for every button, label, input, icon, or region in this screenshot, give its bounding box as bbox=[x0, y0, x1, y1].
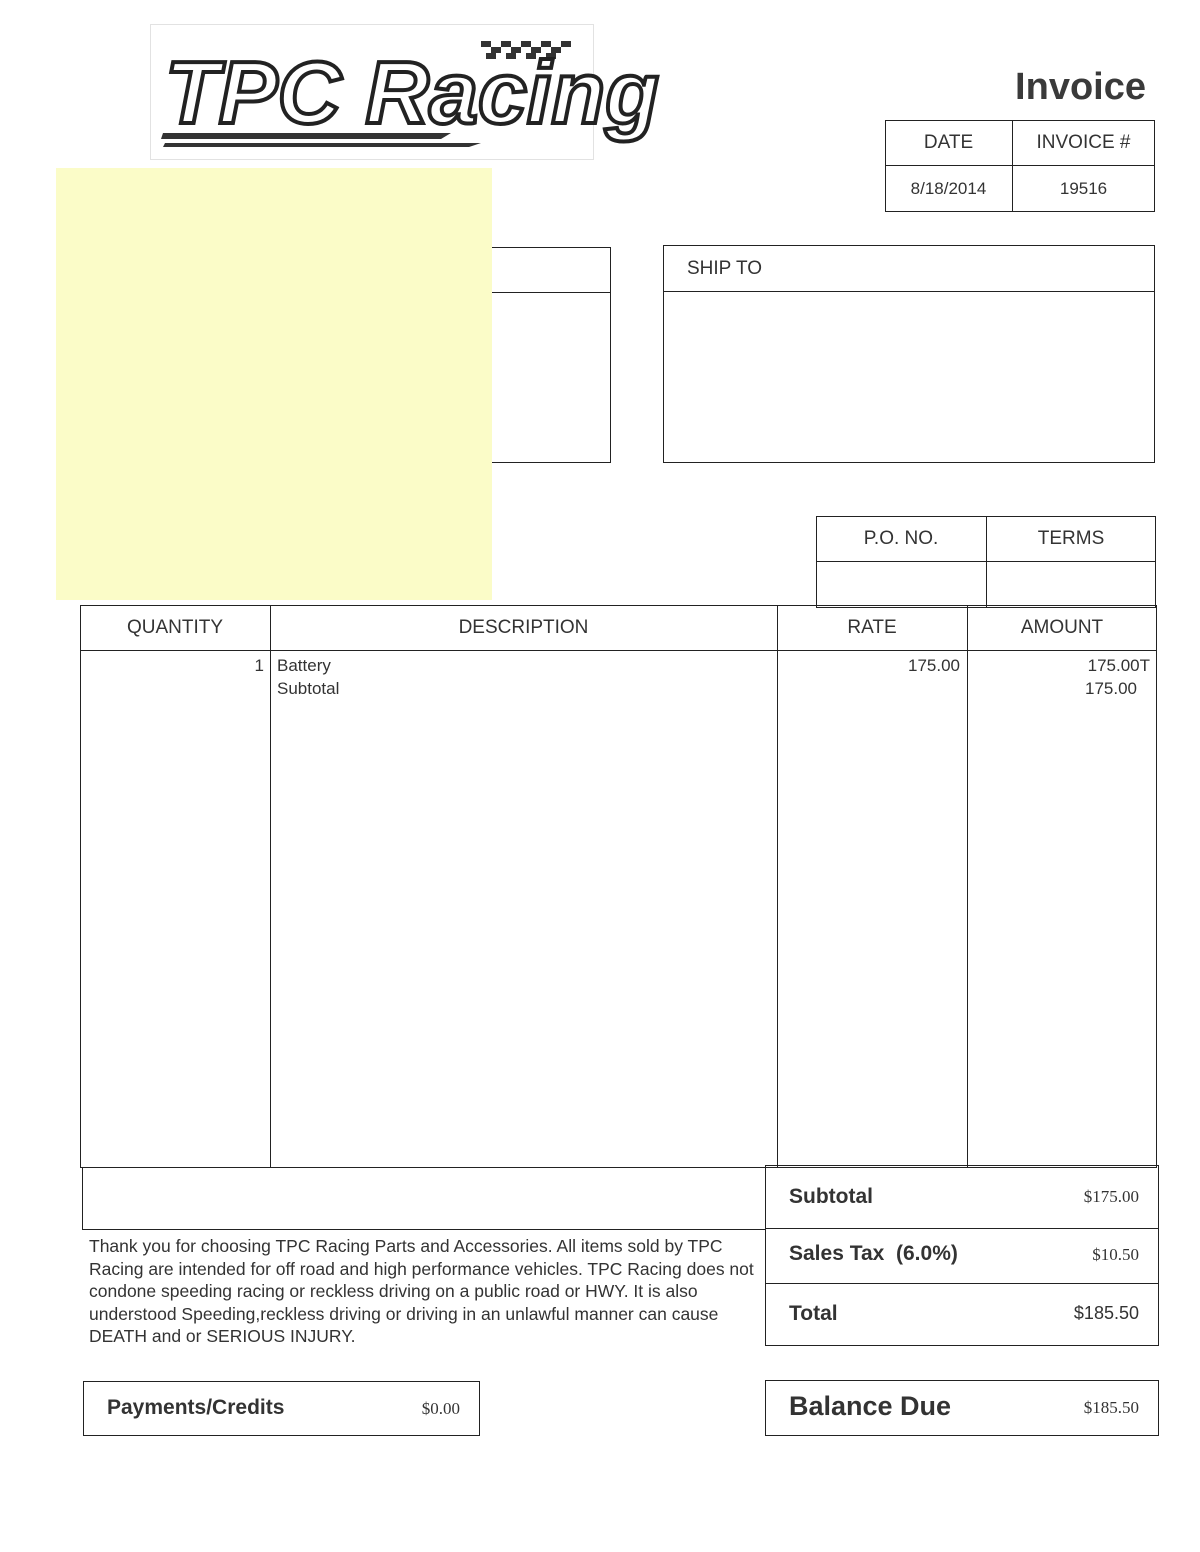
invoice-number-label: INVOICE # bbox=[1036, 132, 1131, 153]
balance-due-label: Balance Due bbox=[789, 1391, 952, 1421]
company-logo bbox=[150, 24, 659, 160]
ship-to-label: SHIP TO bbox=[687, 258, 762, 279]
terms-value bbox=[986, 562, 1156, 606]
logo-graphic bbox=[151, 25, 659, 159]
column-header-amount: AMOUNT bbox=[1020, 617, 1104, 638]
column-header-rate: RATE bbox=[847, 617, 897, 638]
row-1-quantity: 1 bbox=[254, 656, 264, 675]
notes-box bbox=[82, 1167, 766, 1230]
document-title: Invoice bbox=[1015, 66, 1146, 108]
column-header-quantity: QUANTITY bbox=[126, 617, 224, 638]
invoice-number: 19516 bbox=[1059, 179, 1108, 198]
sales-tax-label: Sales Tax (6.0%) bbox=[789, 1242, 958, 1265]
row-1-rate: 175.00 bbox=[908, 656, 960, 675]
logo-tpc-text: TPC Racing bbox=[165, 43, 659, 142]
po-number-value bbox=[816, 562, 986, 606]
row-1-description: Battery bbox=[277, 656, 331, 675]
total-value: $185.50 bbox=[1073, 1303, 1139, 1323]
invoice-date: 8/18/2014 bbox=[910, 179, 987, 198]
payments-credits-value: $0.00 bbox=[421, 1399, 460, 1418]
row-2-description: Subtotal bbox=[277, 679, 340, 698]
date-label: DATE bbox=[923, 132, 974, 153]
disclaimer-text: Thank you for choosing TPC Racing Parts and Accessories. All items sold by TPC Racing are intended for off road and high performance vehicles. TPC Racing does not condone speeding racing or reckless driving on a public road or HWY. It is also understood Speeding,reckless driving or driving in an unlawful manner can cause DEATH and or SERIOUS INJURY. bbox=[89, 1236, 754, 1346]
sticky-note-redaction bbox=[56, 168, 492, 600]
balance-due-value: $185.50 bbox=[1083, 1398, 1139, 1417]
total-label: Total bbox=[789, 1302, 838, 1325]
row-2-amount: 175.00 bbox=[1085, 679, 1137, 698]
po-number-label: P.O. NO. bbox=[863, 528, 939, 549]
column-header-description: DESCRIPTION bbox=[458, 617, 589, 638]
sales-tax-value: $10.50 bbox=[1092, 1245, 1139, 1264]
row-1-amount: 175.00T bbox=[1087, 656, 1150, 675]
terms-label: TERMS bbox=[1037, 528, 1105, 549]
payments-credits-label: Payments/Credits bbox=[107, 1396, 285, 1419]
subtotal-label: Subtotal bbox=[789, 1185, 873, 1208]
subtotal-value: $175.00 bbox=[1083, 1187, 1139, 1206]
